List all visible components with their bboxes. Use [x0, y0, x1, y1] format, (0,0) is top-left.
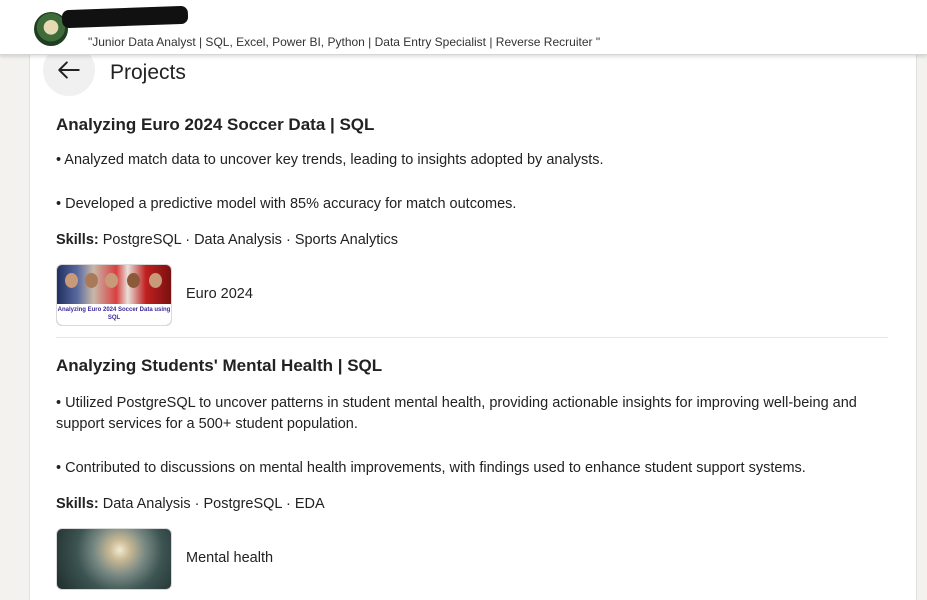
- page-title: Projects: [110, 61, 186, 84]
- media-thumbnail-euro[interactable]: [56, 264, 172, 326]
- project-skills: [56, 496, 325, 512]
- profile-header-bar: [0, 0, 927, 55]
- project-skills: [56, 232, 398, 248]
- project-bullet: • Utilized PostgreSQL to uncover patterns in student mental health, providing actionable insights for improving well-being and support services for a 500+ student population.: [56, 395, 857, 432]
- media-thumbnail-mental-health[interactable]: [56, 528, 172, 590]
- skills-list: Data Analysis · PostgreSQL · EDA: [102, 496, 325, 512]
- divider: [56, 337, 888, 338]
- redacted-name: [62, 6, 189, 28]
- project-bullet: • Contributed to discussions on mental health improvements, with findings used to enhance student support systems.: [56, 460, 806, 476]
- project-bullet: • Developed a predictive model with 85% accuracy for match outcomes.: [56, 196, 517, 212]
- media-title[interactable]: Mental health: [186, 550, 274, 566]
- arrow-left-icon: [56, 57, 82, 83]
- media-title[interactable]: Euro 2024: [186, 286, 253, 302]
- projects-card: [29, 40, 917, 600]
- project-title: Analyzing Euro 2024 Soccer Data | SQL: [56, 115, 375, 134]
- skills-label: Skills:: [56, 496, 99, 512]
- project-title: Analyzing Students' Mental Health | SQL: [56, 356, 383, 375]
- thumb-caption: Analyzing Euro 2024 Soccer Data using SQL: [57, 304, 171, 325]
- skills-label: Skills:: [56, 232, 99, 248]
- profile-headline: "Junior Data Analyst | SQL, Excel, Power BI, Python | Data Entry Specialist | Reverse Recruiter ": [88, 35, 601, 49]
- project-bullet: • Analyzed match data to uncover key trends, leading to insights adopted by analysts.: [56, 152, 604, 168]
- skills-list: PostgreSQL · Data Analysis · Sports Analytics: [102, 232, 398, 248]
